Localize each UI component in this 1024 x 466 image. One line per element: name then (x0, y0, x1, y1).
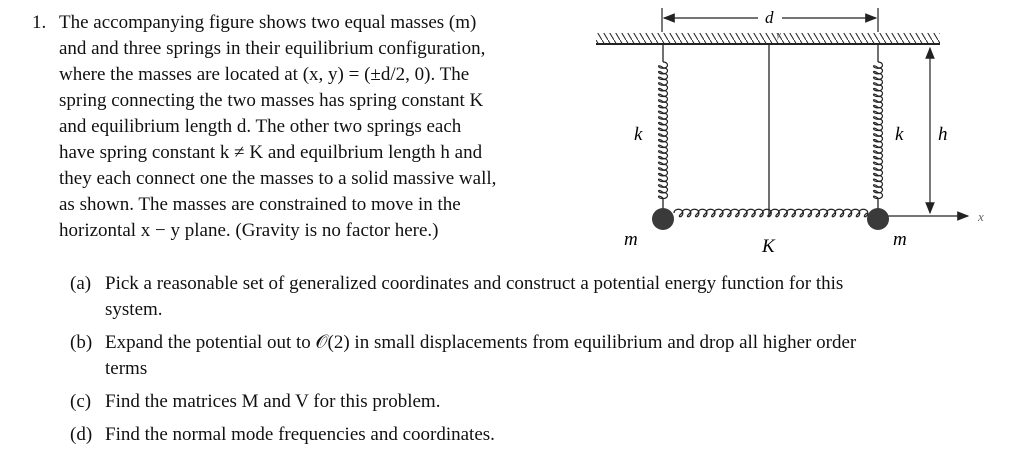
part-text: Expand the potential out to 𝒪(2) in small displacements from equilibrium and drop all higher order (105, 332, 857, 353)
label-k-right: k (895, 124, 904, 145)
part-text: Find the normal mode frequencies and coordinates. (105, 424, 495, 445)
part-text: system. (105, 299, 163, 320)
left-spring-k (659, 62, 668, 199)
right-spring-k (874, 62, 883, 199)
problem-line: and equilibrium length d. The other two springs each (59, 116, 462, 137)
spring-mass-figure (590, 0, 990, 265)
part-text: Find the matrices M and V for this problem. (105, 391, 441, 412)
label-d: d (765, 8, 774, 27)
label-h: h (938, 124, 948, 145)
part-label: (a) (70, 273, 92, 294)
part-label: (d) (70, 424, 93, 445)
horizontal-spring-K (674, 209, 868, 217)
label-y: y (776, 29, 781, 41)
problem-line: The accompanying figure shows two equal masses (m) (59, 12, 477, 33)
problem-line: as shown. The masses are constrained to move in the (59, 194, 461, 215)
mass-right (867, 208, 889, 230)
problem-line: and and three springs in their equilibrium configuration, (59, 38, 486, 59)
mass-left (652, 208, 674, 230)
part-label: (b) (70, 332, 93, 353)
problem-line: they each connect one the masses to a solid massive wall, (59, 168, 497, 189)
problem-line: have spring constant k ≠ K and equilbrium length h and (59, 142, 483, 163)
label-m-left: m (624, 229, 638, 250)
wall-hatching (596, 33, 940, 44)
problem-line: where the masses are located at (x, y) = (±d/2, 0). The (59, 64, 470, 85)
part-label: (c) (70, 391, 92, 412)
label-x: x (978, 209, 984, 224)
part-text: terms (105, 358, 148, 379)
problem-number: 1. (32, 12, 47, 33)
part-text: Pick a reasonable set of generalized coordinates and construct a potential energy function for this (105, 273, 844, 294)
label-K: K (762, 236, 775, 257)
label-k-left: k (634, 124, 643, 145)
problem-line: horizontal x − y plane. (Gravity is no factor here.) (59, 220, 439, 241)
label-m-right: m (893, 229, 907, 250)
problem-line: spring connecting the two masses has spring constant K (59, 90, 484, 111)
